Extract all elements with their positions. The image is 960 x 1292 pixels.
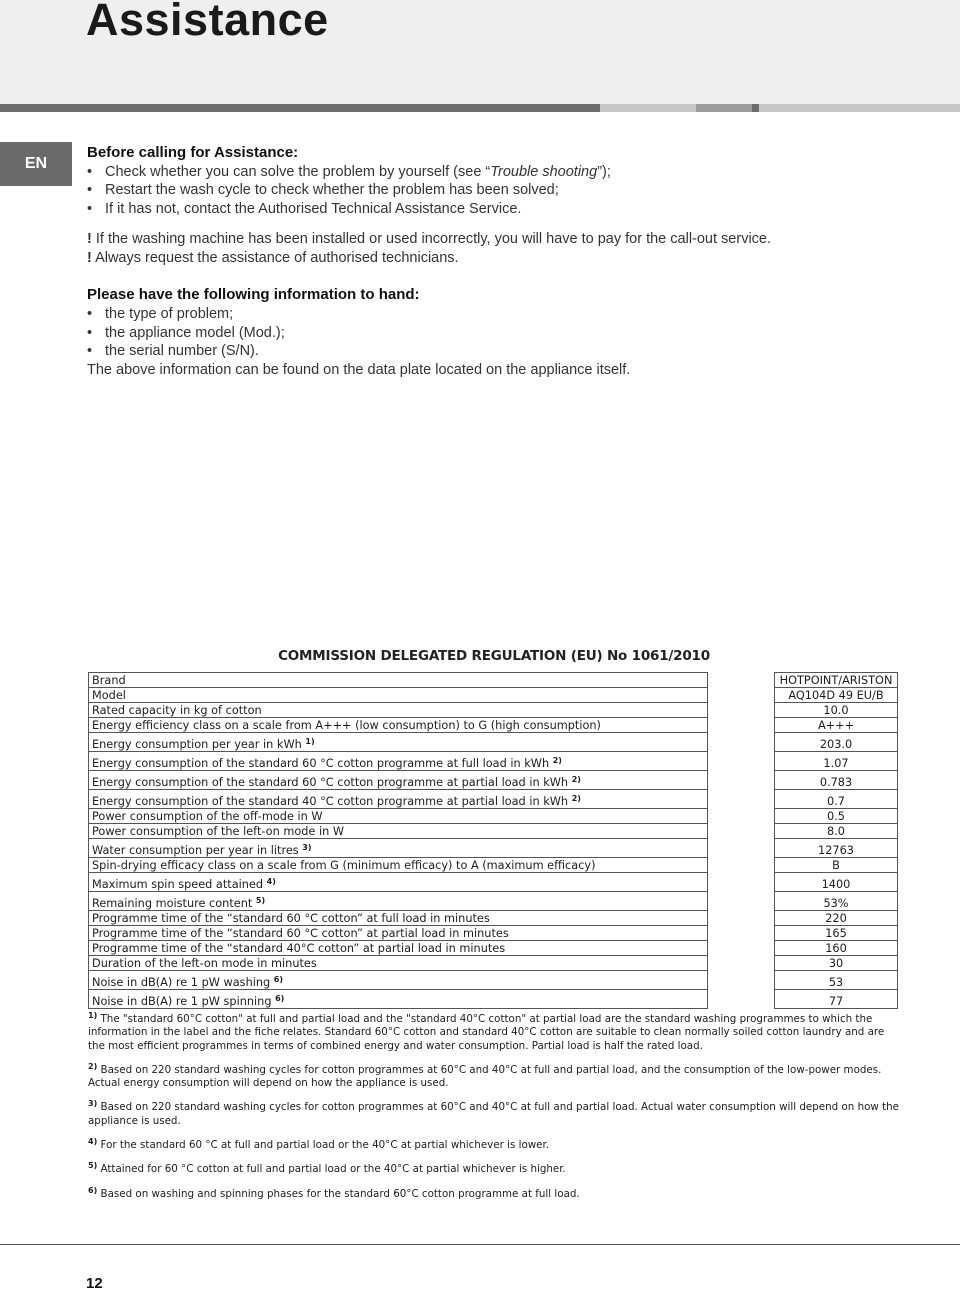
row-label-text: Programme time of the “standard 60 °C cotton” at partial load in minutes: [92, 927, 509, 940]
before-calling-list: [87, 163, 927, 219]
spacer-cell: [708, 839, 775, 858]
row-label: [89, 733, 708, 752]
table-row: [89, 990, 898, 1009]
row-label: [89, 771, 708, 790]
row-label: [89, 892, 708, 911]
spacer-cell: [708, 892, 775, 911]
header-rule-light: [600, 104, 696, 112]
footnote-text: For the standard 60 °C at full and partial load or the 40°C at partial whichever is lower.: [97, 1139, 550, 1152]
table-row: [89, 673, 898, 688]
row-label-text: Energy consumption of the standard 60 °C cotton programme at full load in kWh: [92, 757, 550, 770]
row-value: 53: [775, 971, 898, 990]
assistance-content: [87, 144, 927, 380]
row-label-text: Brand: [92, 674, 126, 687]
spacer-cell: [708, 790, 775, 809]
footnote: [88, 1139, 900, 1152]
row-value: 160: [775, 941, 898, 956]
footnote-number: 6): [88, 1185, 98, 1195]
regulation-table: [88, 672, 898, 1009]
footnote-text: The "standard 60°C cotton" at full and partial load and the "standard 40°C cotton" at partial load are the standard washing programmes to which the information in the label and the fiche relates. Standard 60°C cotton and standard 40°C cotton are suitable to clean normally soiled cotton laundry and are the most efficient programmes in terms of combined energy and water consumption. Partial load is half the rated load.: [88, 1013, 885, 1052]
spacer-cell: [708, 824, 775, 839]
spacer-cell: [708, 911, 775, 926]
before-calling-heading: Before calling for Assistance:: [87, 144, 299, 161]
row-label: [89, 839, 708, 858]
footnote-number: 3): [88, 1099, 98, 1109]
row-value: 0.7: [775, 790, 898, 809]
spacer-cell: [708, 688, 775, 703]
footnote-number: 2): [88, 1061, 98, 1071]
header-rule-accent: [752, 104, 759, 112]
footnote-ref: 5): [255, 896, 266, 905]
row-value: 1.07: [775, 752, 898, 771]
row-value: 0.5: [775, 809, 898, 824]
footnote-text: Attained for 60 °C cotton at full and partial load or the 40°C at partial whichever is higher.: [97, 1163, 566, 1176]
language-tab: EN: [0, 142, 72, 186]
row-value: 165: [775, 926, 898, 941]
list-item: [87, 163, 927, 182]
row-label-text: Spin-drying efficacy class on a scale from G (minimum efficacy) to A (maximum efficacy): [92, 859, 596, 872]
regulation-notes: [88, 1013, 900, 1201]
table-row: [89, 839, 898, 858]
row-label: [89, 858, 708, 873]
list-item: • the type of problem;: [87, 305, 927, 324]
table-row: [89, 718, 898, 733]
spacer-cell: [708, 990, 775, 1009]
spacer-cell: [708, 771, 775, 790]
footnote-ref: 2): [571, 794, 581, 803]
table-row: [89, 892, 898, 911]
footnote-ref: 2): [571, 775, 581, 784]
row-label: [89, 703, 708, 718]
row-label: [89, 956, 708, 971]
row-label-text: Power consumption of the left-on mode in W: [92, 825, 345, 838]
row-label-text: Remaining moisture content: [92, 897, 253, 910]
table-row: [89, 733, 898, 752]
header-rule-end: [759, 104, 960, 112]
spacer-cell: [708, 809, 775, 824]
footnote-ref: 6): [275, 994, 285, 1003]
page-number: 12: [86, 1275, 103, 1292]
table-row: [89, 790, 898, 809]
row-value: HOTPOINT/ARISTON: [775, 673, 898, 688]
spacer-cell: [708, 873, 775, 892]
footnote-ref: 2): [552, 756, 562, 765]
footnote-text: Based on 220 standard washing cycles for cotton programmes at 60°C and 40°C at full and partial load. Actual water consumption will depend on how the appliance is used.: [88, 1101, 899, 1127]
row-label-text: Noise in dB(A) re 1 pW washing: [92, 976, 271, 989]
spacer-cell: [708, 673, 775, 688]
table-row: [89, 971, 898, 990]
footnote-ref: 3): [302, 843, 312, 852]
row-value: 77: [775, 990, 898, 1009]
warning-icon: !: [87, 230, 92, 247]
footer-rule: [0, 1244, 960, 1245]
spacer-cell: [708, 858, 775, 873]
row-value: 1400: [775, 873, 898, 892]
table-row: [89, 809, 898, 824]
row-value: AQ104D 49 EU/B: [775, 688, 898, 703]
row-label: [89, 790, 708, 809]
row-label: [89, 673, 708, 688]
spacer-cell: [708, 718, 775, 733]
row-value: B: [775, 858, 898, 873]
row-value: 30: [775, 956, 898, 971]
row-value: 8.0: [775, 824, 898, 839]
spacer-cell: [708, 926, 775, 941]
row-label: [89, 873, 708, 892]
row-label: [89, 824, 708, 839]
footnote-text: Based on 220 standard washing cycles for cotton programmes at 60°C and 40°C at full and partial load, and the consumption of the low-power modes. Actual energy consumption will depend on how the appliance is used.: [88, 1063, 882, 1090]
list-item: • the serial number (S/N).: [87, 342, 927, 361]
row-label-text: Noise in dB(A) re 1 pW spinning: [92, 995, 272, 1008]
row-label: [89, 990, 708, 1009]
warning-icon: !: [87, 249, 92, 266]
warning-technicians: [87, 249, 927, 268]
row-label: [89, 809, 708, 824]
regulation-title: COMMISSION DELEGATED REGULATION (EU) No 1061/2010: [278, 648, 710, 664]
row-value: 53%: [775, 892, 898, 911]
footnote-number: 1): [88, 1011, 98, 1020]
footnote-number: 4): [88, 1137, 98, 1147]
row-value: A+++: [775, 718, 898, 733]
footnote-ref: 4): [266, 877, 276, 886]
row-label-text: Programme time of the “standard 60 °C cotton” at full load in minutes: [92, 912, 490, 925]
table-row: [89, 941, 898, 956]
spacer-cell: [708, 733, 775, 752]
row-label: [89, 926, 708, 941]
row-label-text: Duration of the left-on mode in minutes: [92, 957, 317, 970]
row-label-text: Model: [92, 689, 126, 702]
row-label: [89, 911, 708, 926]
footnote: [88, 1163, 900, 1176]
row-label-text: Power consumption of the off-mode in W: [92, 810, 323, 823]
row-value: 0.783: [775, 771, 898, 790]
row-label-text: Energy efficiency class on a scale from A+++ (low consumption) to G (high consumption): [92, 719, 601, 732]
footnote: [88, 1185, 900, 1201]
footnote: [88, 1101, 900, 1128]
list-item: • Restart the wash cycle to check whether the problem has been solved;: [87, 181, 927, 200]
info-heading: Please have the following information to hand:: [87, 286, 420, 304]
table-row: [89, 873, 898, 892]
footnote-text: Based on washing and spinning phases for the standard 60°C cotton programme at full load.: [97, 1187, 580, 1200]
spacer-cell: [708, 703, 775, 718]
table-row: [89, 858, 898, 873]
table-row: [89, 824, 898, 839]
footnote-number: 5): [88, 1161, 98, 1171]
row-label: [89, 752, 708, 771]
list-item-text: Check whether you can solve the problem by yourself (see “: [105, 163, 491, 180]
row-value: 12763: [775, 839, 898, 858]
list-item: • If it has not, contact the Authorised Technical Assistance Service.: [87, 200, 927, 219]
regulation-section: [88, 648, 900, 1212]
warning-text: If the washing machine has been installed or used incorrectly, you will have to pay for the call-out service.: [91, 230, 772, 247]
list-item: • the appliance model (Mod.);: [87, 324, 927, 343]
spacer-cell: [708, 971, 775, 990]
header-rule-mid: [696, 104, 752, 112]
warning-call-out: [87, 230, 927, 249]
row-label-text: Water consumption per year in litres: [92, 844, 299, 857]
info-footer: The above information can be found on the data plate located on the appliance itself.: [87, 362, 631, 379]
trouble-shooting-reference: Trouble shooting: [490, 163, 598, 180]
footnote: [88, 1061, 900, 1091]
row-label-text: Programme time of the “standard 40°C cotton” at partial load in minutes: [92, 942, 506, 955]
table-row: [89, 703, 898, 718]
footnote-ref: 6): [273, 975, 284, 984]
spacer-cell: [708, 752, 775, 771]
row-label-text: Energy consumption per year in kWh: [92, 738, 302, 751]
page-title: Assistance: [86, 0, 329, 45]
row-value: 203.0: [775, 733, 898, 752]
list-item-text: ”);: [597, 163, 611, 180]
row-label-text: Energy consumption of the standard 40 °C cotton programme at partial load in kWh: [92, 795, 569, 808]
spacer-cell: [708, 941, 775, 956]
table-row: [89, 752, 898, 771]
header-rule-dark: [0, 104, 600, 112]
table-row: [89, 771, 898, 790]
footnote: [88, 1013, 900, 1053]
row-label-text: Maximum spin speed attained: [92, 878, 264, 891]
row-label: [89, 941, 708, 956]
table-row: [89, 956, 898, 971]
row-label-text: Energy consumption of the standard 60 °C cotton programme at partial load in kWh: [92, 776, 569, 789]
warning-text: Always request the assistance of authorised technicians.: [91, 249, 459, 266]
table-row: [89, 688, 898, 703]
spacer-cell: [708, 956, 775, 971]
info-list: [87, 305, 927, 361]
row-label-text: Rated capacity in kg of cotton: [92, 704, 262, 717]
table-row: [89, 911, 898, 926]
row-label: [89, 718, 708, 733]
table-row: [89, 926, 898, 941]
row-value: 220: [775, 911, 898, 926]
row-label: [89, 688, 708, 703]
footnote-ref: 1): [305, 737, 315, 746]
row-label: [89, 971, 708, 990]
row-value: 10.0: [775, 703, 898, 718]
